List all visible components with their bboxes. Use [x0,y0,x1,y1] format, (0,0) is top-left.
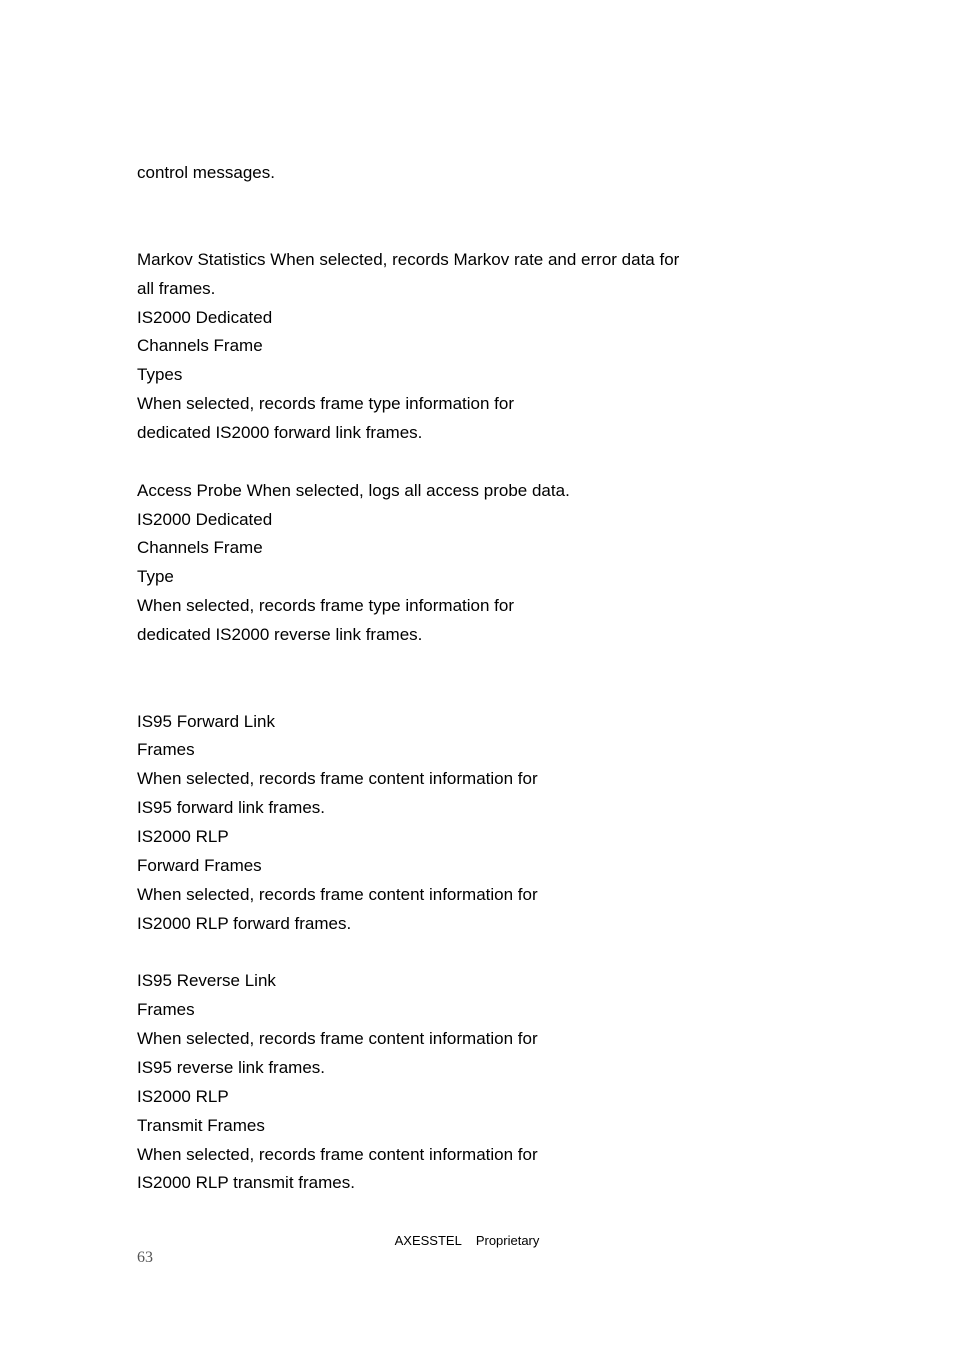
text-line: IS95 Reverse Link [137,971,276,990]
text-line: Channels Frame [137,538,263,557]
page-footer [0,1233,954,1248]
text-line: Channels Frame [137,336,263,355]
text-line: IS95 Forward Link [137,712,275,731]
text-line: Types [137,365,183,384]
text-line: Access Probe When selected, logs all access probe data. [137,481,570,500]
text-line: When selected, records frame content information for [137,885,538,904]
text-line: dedicated IS2000 reverse link frames. [137,625,423,644]
text-line: IS95 forward link frames. [137,798,326,817]
text-line: Transmit Frames [137,1116,265,1135]
text-line: control messages. [137,163,275,182]
text-line: When selected, records frame type information for [137,596,514,615]
text-line: Type [137,567,174,586]
text-line: When selected, records frame content information for [137,1145,538,1164]
text-line: Markov Statistics When selected, records Markov rate and error data for [137,250,680,269]
text-line: IS2000 RLP [137,827,229,846]
text-line: IS95 reverse link frames. [137,1058,326,1077]
page-number: 63 [137,1249,153,1266]
text-line: IS2000 Dedicated [137,510,273,529]
text-line: IS2000 RLP transmit frames. [137,1173,355,1192]
text-line: IS2000 RLP forward frames. [137,914,352,933]
text-line: When selected, records frame type information for [137,394,514,413]
text-line: Forward Frames [137,856,262,875]
text-line: Frames [137,1000,195,1019]
text-line: dedicated IS2000 forward link frames. [137,423,423,442]
text-line: Frames [137,740,195,759]
text-line: all frames. [137,279,216,298]
footer-label: Proprietary [475,1233,540,1248]
text-line: IS2000 RLP [137,1087,229,1106]
text-line: When selected, records frame content information for [137,1029,538,1048]
footer-company: AXESSTEL [394,1233,462,1248]
text-line: IS2000 Dedicated [137,308,273,327]
text-line: When selected, records frame content information for [137,769,538,788]
